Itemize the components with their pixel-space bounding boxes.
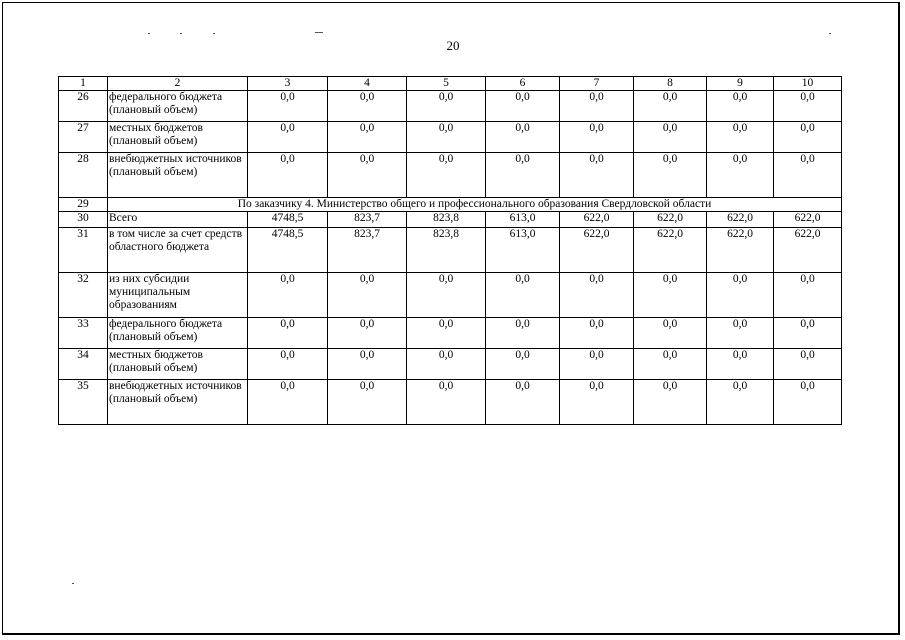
value-cell: 0,0: [774, 318, 842, 349]
scan-speck: [213, 33, 215, 34]
value-cell: 0,0: [774, 91, 842, 122]
value-cell: 0,0: [486, 153, 560, 198]
value-cell: 0,0: [634, 122, 707, 153]
value-cell: 0,0: [634, 318, 707, 349]
table-row: [59, 198, 842, 212]
scan-speck: [148, 33, 150, 34]
value-cell: 0,0: [634, 91, 707, 122]
value-cell: 0,0: [707, 91, 774, 122]
row-number: 26: [59, 91, 108, 122]
row-number: 31: [59, 228, 108, 273]
row-number: 35: [59, 380, 108, 425]
value-cell: 0,0: [248, 273, 328, 318]
value-cell: 0,0: [774, 349, 842, 380]
value-cell: 622,0: [634, 212, 707, 228]
table-row: [59, 228, 842, 273]
value-cell: 622,0: [707, 228, 774, 273]
row-label: внебюджетных источников (плановый объем): [108, 380, 248, 425]
value-cell: 0,0: [560, 91, 634, 122]
value-cell: 0,0: [248, 122, 328, 153]
scan-speck: [180, 33, 182, 34]
row-label: в том числе за счет средств областного бюджета: [108, 228, 248, 273]
row-number: 33: [59, 318, 108, 349]
value-cell: 0,0: [634, 380, 707, 425]
row-number: 27: [59, 122, 108, 153]
value-cell: 0,0: [486, 380, 560, 425]
value-cell: 0,0: [774, 153, 842, 198]
value-cell: 0,0: [560, 349, 634, 380]
value-cell: 0,0: [407, 380, 486, 425]
value-cell: 0,0: [486, 349, 560, 380]
scan-speck: [72, 583, 74, 584]
value-cell: 0,0: [560, 380, 634, 425]
column-header: 7: [560, 77, 634, 91]
table-row: [59, 122, 842, 153]
value-cell: 0,0: [486, 273, 560, 318]
row-number: 30: [59, 212, 108, 228]
row-label: из них субсидии муниципальным образованиям: [108, 273, 248, 318]
value-cell: 613,0: [486, 228, 560, 273]
value-cell: 823,7: [328, 212, 407, 228]
value-cell: 613,0: [486, 212, 560, 228]
column-header: 5: [407, 77, 486, 91]
table-row: [59, 212, 842, 228]
value-cell: 0,0: [248, 153, 328, 198]
value-cell: 0,0: [560, 153, 634, 198]
column-header: 8: [634, 77, 707, 91]
table-row: [59, 349, 842, 380]
column-header: 3: [248, 77, 328, 91]
value-cell: 0,0: [707, 349, 774, 380]
value-cell: 0,0: [328, 91, 407, 122]
row-label: Всего: [108, 212, 248, 228]
value-cell: 0,0: [774, 122, 842, 153]
value-cell: 0,0: [634, 273, 707, 318]
value-cell: 0,0: [560, 318, 634, 349]
value-cell: 622,0: [774, 228, 842, 273]
value-cell: 0,0: [328, 273, 407, 318]
value-cell: 622,0: [560, 212, 634, 228]
table-row: [59, 273, 842, 318]
value-cell: 0,0: [634, 349, 707, 380]
row-number: 32: [59, 273, 108, 318]
page-number: 20: [446, 38, 460, 53]
value-cell: 0,0: [407, 153, 486, 198]
scan-speck: [829, 33, 831, 34]
value-cell: 0,0: [328, 122, 407, 153]
value-cell: 0,0: [634, 153, 707, 198]
row-label: внебюджетных источников (плановый объем): [108, 153, 248, 198]
scan-speck: [315, 32, 323, 33]
column-header: 4: [328, 77, 407, 91]
value-cell: 0,0: [486, 318, 560, 349]
table-row: [59, 153, 842, 198]
row-number: 34: [59, 349, 108, 380]
column-header: 1: [59, 77, 108, 91]
row-label: местных бюджетов (плановый объем): [108, 349, 248, 380]
table-row: [59, 380, 842, 425]
value-cell: 0,0: [774, 380, 842, 425]
value-cell: 823,7: [328, 228, 407, 273]
row-label: федерального бюджета (плановый объем): [108, 91, 248, 122]
column-header: 10: [774, 77, 842, 91]
value-cell: 823,8: [407, 212, 486, 228]
value-cell: 0,0: [407, 273, 486, 318]
value-cell: 0,0: [407, 318, 486, 349]
value-cell: 4748,5: [248, 212, 328, 228]
budget-table: [58, 76, 842, 425]
value-cell: 0,0: [560, 273, 634, 318]
value-cell: 0,0: [486, 122, 560, 153]
value-cell: 0,0: [328, 153, 407, 198]
value-cell: 622,0: [707, 212, 774, 228]
value-cell: 0,0: [707, 153, 774, 198]
value-cell: 0,0: [486, 91, 560, 122]
value-cell: 0,0: [707, 273, 774, 318]
row-number: 28: [59, 153, 108, 198]
value-cell: 4748,5: [248, 228, 328, 273]
value-cell: 0,0: [560, 122, 634, 153]
table-row: [59, 318, 842, 349]
value-cell: 0,0: [407, 349, 486, 380]
header-row: [59, 77, 842, 91]
value-cell: 0,0: [248, 380, 328, 425]
value-cell: 823,8: [407, 228, 486, 273]
value-cell: 0,0: [328, 318, 407, 349]
value-cell: 622,0: [560, 228, 634, 273]
value-cell: 0,0: [707, 318, 774, 349]
value-cell: 622,0: [634, 228, 707, 273]
value-cell: 0,0: [328, 380, 407, 425]
column-header: 9: [707, 77, 774, 91]
value-cell: 0,0: [774, 273, 842, 318]
row-label: федерального бюджета (плановый объем): [108, 318, 248, 349]
value-cell: 0,0: [248, 318, 328, 349]
section-title: По заказчику 4. Министерство общего и профессионального образования Свердловской области: [108, 198, 842, 212]
row-number: 29: [59, 198, 108, 212]
value-cell: 0,0: [707, 122, 774, 153]
value-cell: 0,0: [707, 380, 774, 425]
row-label: местных бюджетов (плановый объем): [108, 122, 248, 153]
table-row: [59, 91, 842, 122]
value-cell: 0,0: [407, 91, 486, 122]
value-cell: 0,0: [328, 349, 407, 380]
value-cell: 622,0: [774, 212, 842, 228]
value-cell: 0,0: [248, 349, 328, 380]
column-header: 6: [486, 77, 560, 91]
value-cell: 0,0: [248, 91, 328, 122]
column-header: 2: [108, 77, 248, 91]
value-cell: 0,0: [407, 122, 486, 153]
